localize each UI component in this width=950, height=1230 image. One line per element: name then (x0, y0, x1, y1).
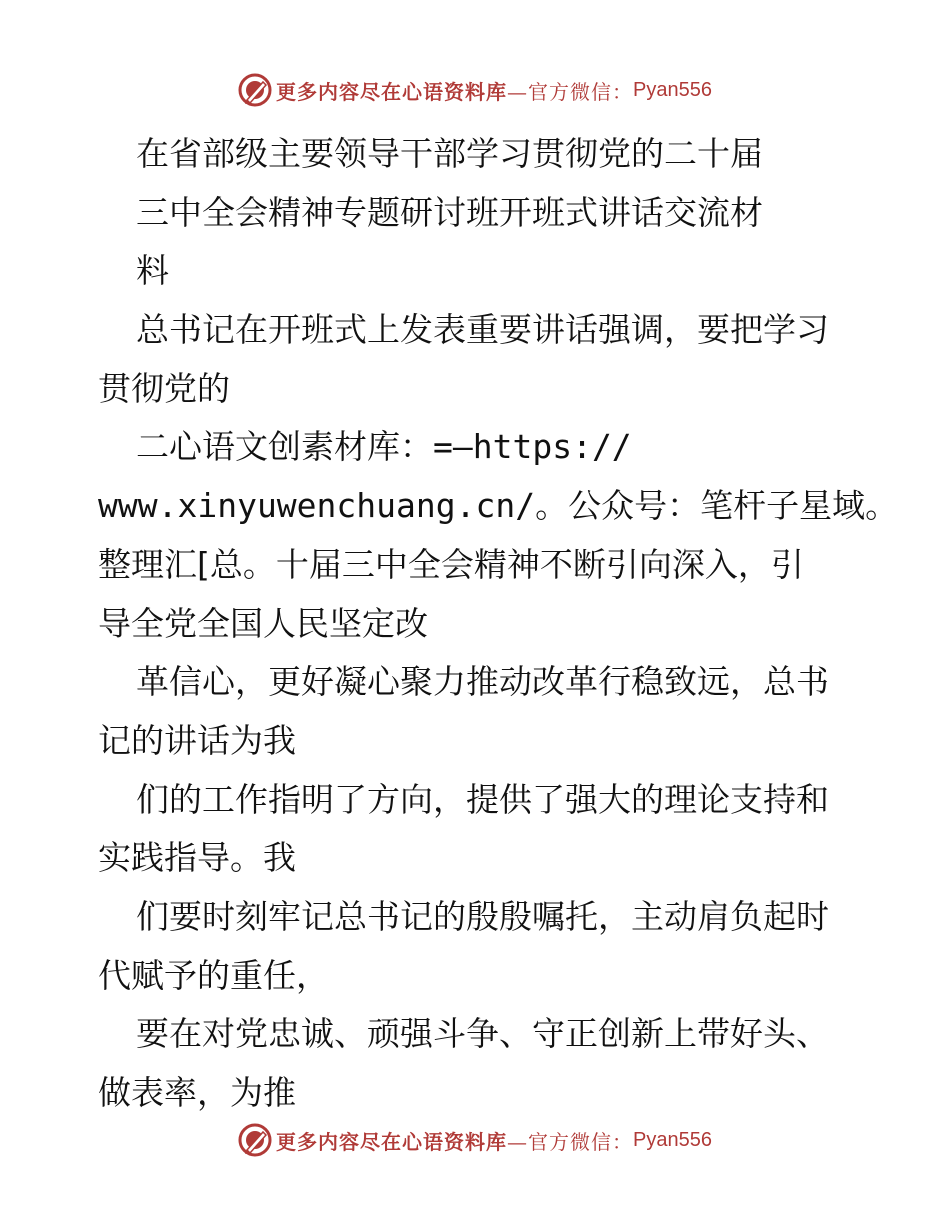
pen-logo-icon (238, 73, 272, 107)
text-line: 们的工作指明了方向，提供了强大的理论支持和 (136, 779, 829, 819)
text-line: 整理汇[总。十届三中全会精神不断引向深入，引 (98, 544, 804, 584)
footer-watermark (0, 1120, 950, 1160)
text-line: www.xinyuwenchuang.cn/。公众号：笔杆子星域。 (98, 486, 899, 526)
text-line: 要在对党忠诚、顽强斗争、守正创新上带好头、 (136, 1014, 829, 1054)
text-line: 料 (136, 251, 169, 291)
text-line: 三中全会精神专题研讨班开班式讲话交流材 (136, 192, 763, 232)
text-line: 革信心，更好凝心聚力推动改革行稳致远，总书 (136, 662, 829, 702)
text-line: 做表率，为推 (98, 1073, 296, 1112)
watermark-wechat-id: Pyan556 (633, 78, 712, 101)
pen-logo-icon (238, 1123, 272, 1157)
watermark-sub-text: —官方微信： (507, 79, 634, 104)
watermark-main-text: 更多内容尽在心语资料库 (276, 1129, 508, 1154)
watermark-sub-text: —官方微信： (507, 1129, 634, 1154)
text-line: 总书记在开班式上发表重要讲话强调，要把学习 (136, 310, 829, 350)
text-line: 们要时刻牢记总书记的殷殷嘱托，主动肩负起时 (136, 896, 829, 936)
text-line: 二心语文创素材库：=—https:// (136, 427, 632, 467)
text-line: 在省部级主要领导干部学习贯彻党的二十届 (136, 134, 763, 173)
watermark-wechat-id: Pyan556 (633, 1128, 712, 1151)
text-line: 记的讲话为我 (98, 720, 296, 760)
document-body (98, 125, 899, 1123)
text-line: 贯彻党的 (98, 368, 230, 408)
text-line: 实践指导。我 (98, 838, 296, 878)
watermark-main-text: 更多内容尽在心语资料库 (276, 79, 508, 104)
header-watermark (0, 70, 950, 110)
text-line: 导全党全国人民坚定改 (98, 603, 428, 643)
text-line: 代赋予的重任， (98, 955, 329, 995)
